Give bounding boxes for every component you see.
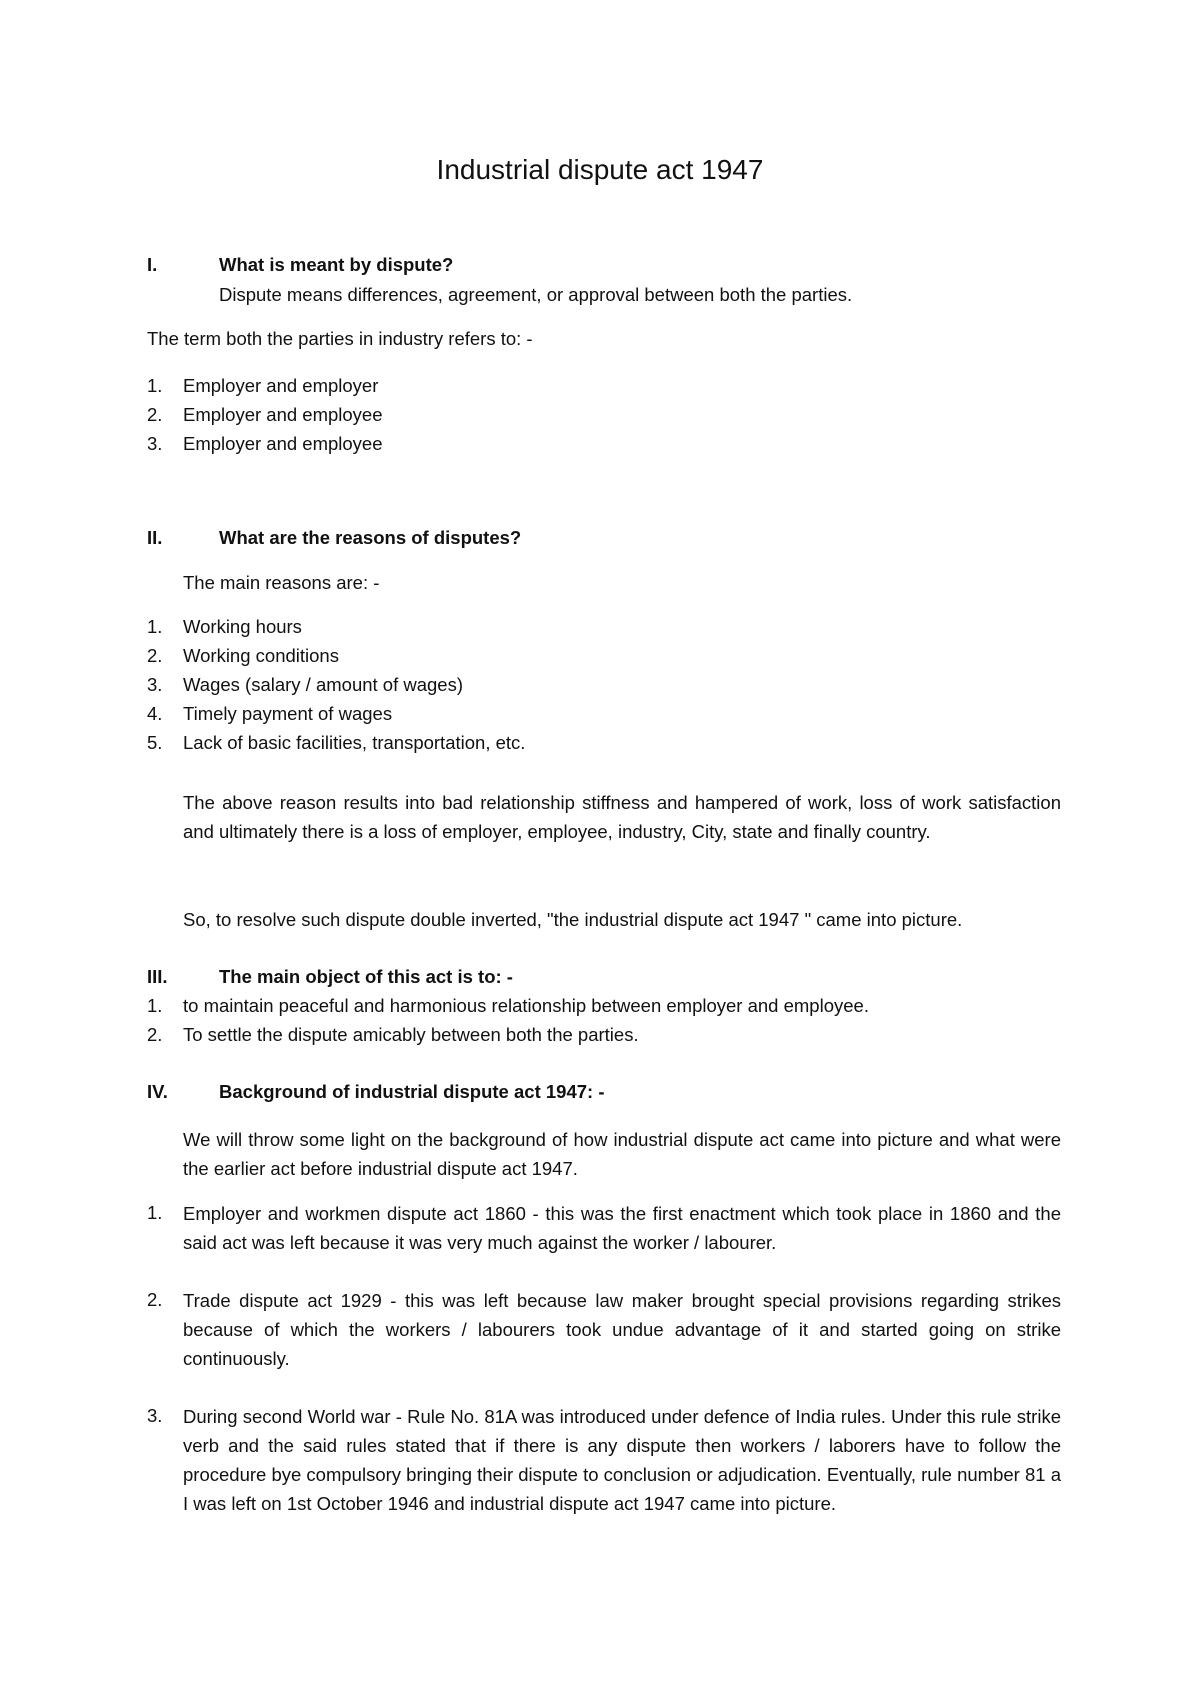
section-1-intro: The term both the parties in industry refers to: - <box>147 328 533 349</box>
paragraph: The above reason results into bad relationship stiffness and hampered of work, loss of work satisfaction and ultimately there is a loss of employer, employee, industry, City, state and finally country. <box>183 792 1061 842</box>
list-item: Employer and employee <box>183 404 383 425</box>
section-1-heading: What is meant by dispute? <box>219 254 454 275</box>
list-item-number: 2. <box>147 645 163 666</box>
list-item-number: 2. <box>147 1289 163 1310</box>
section-3-numeral: III. <box>147 966 168 987</box>
list-item-number: 1. <box>147 1202 163 1223</box>
section-2-numeral: II. <box>147 527 163 548</box>
section-4-intro: We will throw some light on the background of how industrial dispute act came into picture and what were the earlier act before industrial dispute act 1947. <box>183 1129 1061 1179</box>
list-item-number: 1. <box>147 616 163 637</box>
list-item-number: 4. <box>147 703 163 724</box>
section-1-definition: Dispute means differences, agreement, or approval between both the parties. <box>219 284 853 305</box>
list-item-number: 5. <box>147 732 163 753</box>
list-item: Employer and workmen dispute act 1860 - this was the first enactment which took place in 1860 and the said act was left because it was very much against the worker / labourer. <box>183 1203 1061 1253</box>
list-item: Working conditions <box>183 645 339 666</box>
list-item-number: 1. <box>147 375 163 396</box>
section-3-heading: The main object of this act is to: - <box>219 966 513 987</box>
section-2-heading: What are the reasons of disputes? <box>219 527 522 548</box>
list-item: Working hours <box>183 616 302 637</box>
list-item: To settle the dispute amicably between both the parties. <box>183 1024 639 1045</box>
list-item-number: 3. <box>147 1405 163 1426</box>
list-item-number: 3. <box>147 674 163 695</box>
list-item: Wages (salary / amount of wages) <box>183 674 464 695</box>
list-item-number: 1. <box>147 995 163 1016</box>
list-item: Employer and employer <box>183 375 379 396</box>
list-item-number: 2. <box>147 1024 163 1045</box>
list-item: to maintain peaceful and harmonious relationship between employer and employee. <box>183 995 869 1016</box>
list-item: Employer and employee <box>183 433 383 454</box>
section-2-intro: The main reasons are: - <box>183 572 380 593</box>
section-1-numeral: I. <box>147 254 158 275</box>
list-item-number: 3. <box>147 433 163 454</box>
paragraph: So, to resolve such dispute double inverted, "the industrial dispute act 1947 " came into picture. <box>183 909 963 930</box>
list-item: Lack of basic facilities, transportation, etc. <box>183 732 526 753</box>
section-4-heading: Background of industrial dispute act 1947: - <box>219 1081 605 1102</box>
list-item: Trade dispute act 1929 - this was left because law maker brought special provisions regarding strikes because of which the workers / labourers took undue advantage of it and started going on strike continuously. <box>183 1290 1061 1369</box>
list-item-number: 2. <box>147 404 163 425</box>
document-title: Industrial dispute act 1947 <box>436 154 764 185</box>
list-item: Timely payment of wages <box>183 703 393 724</box>
list-item: During second World war - Rule No. 81A was introduced under defence of India rules. Under this rule strike verb and the said rules stated that if there is any dispute then workers / laborers have to follow the procedure bye compulsory bringing their dispute to conclusion or adjudication. Eventually, rule number 81 a I was left on 1st October 1946 and industrial dispute act 1947 came into picture. <box>183 1406 1061 1514</box>
section-4-numeral: IV. <box>147 1081 168 1102</box>
